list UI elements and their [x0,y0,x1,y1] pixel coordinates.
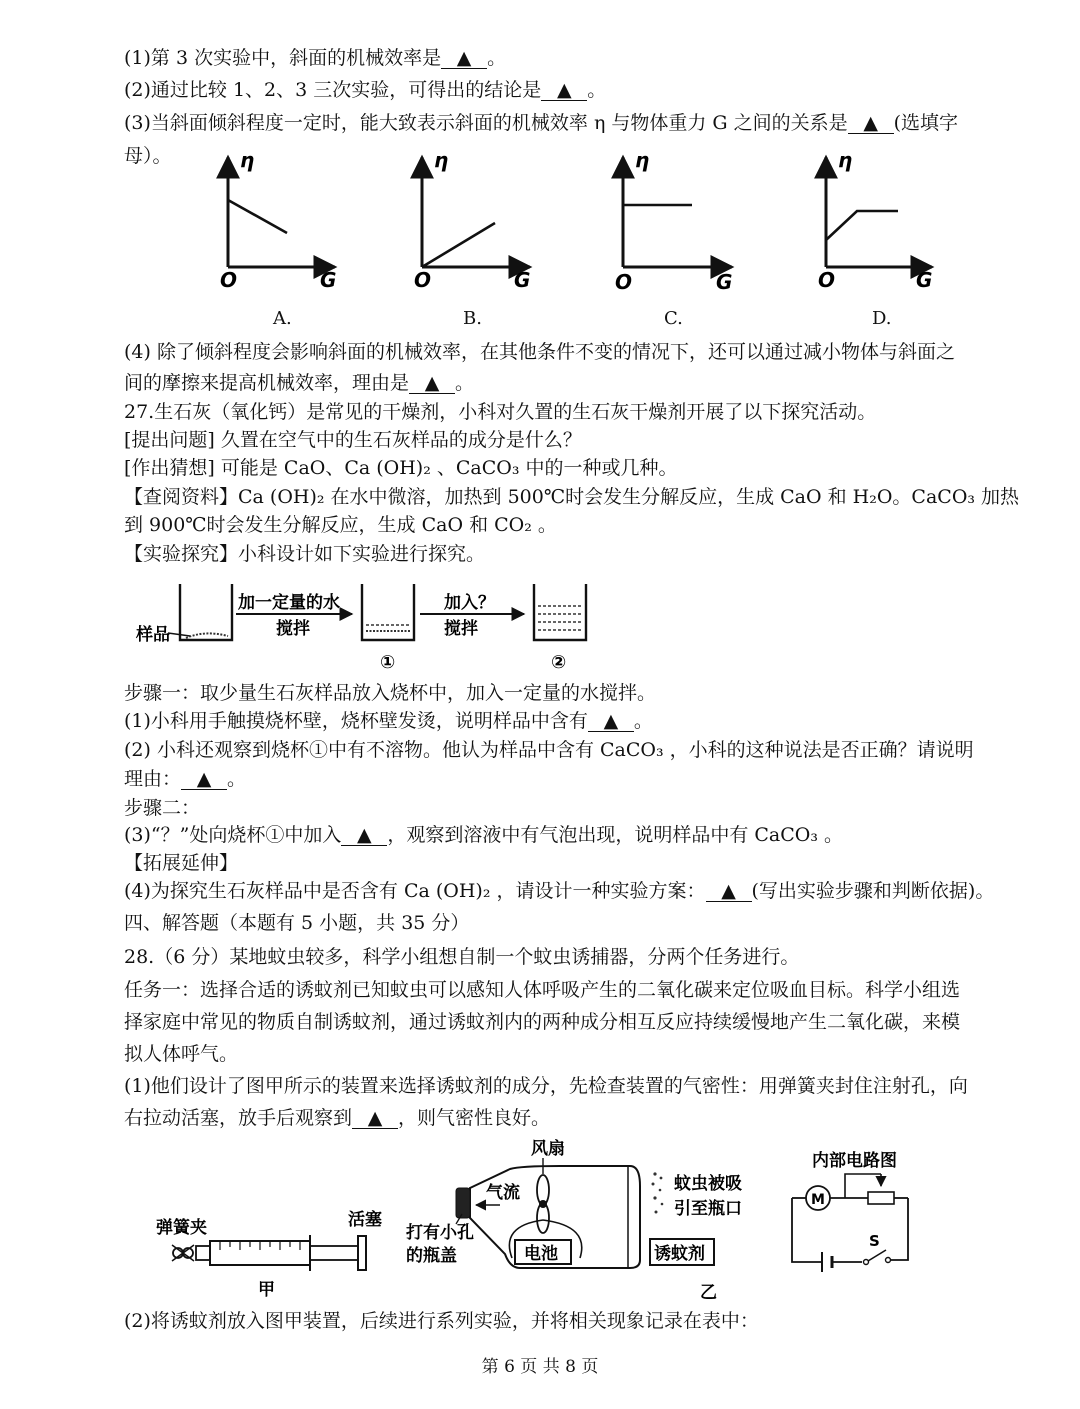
graph-c[interactable] [615,148,732,294]
graph-b-curve [422,223,495,267]
efficiency-graphs [0,145,1080,335]
q26-part2: (2)通过比较 1、2、3 三次实验，可得出的结论是 ▲ 。 [124,79,607,101]
battery-label: 电池 [524,1244,558,1264]
graph-a-x-label: G [320,268,337,292]
graph-b-origin: O [414,268,432,292]
graph-d-origin: O [818,268,836,292]
answer-blank[interactable]: ▲ [181,769,227,790]
q27-question: [提出问题] 久置在空气中的生石灰样品的成分是什么？ [124,429,582,451]
q27-extend: 【拓展延伸】 [124,852,239,874]
syringe-figure [156,1209,382,1300]
q28-figures [0,1134,1080,1310]
answer-blank[interactable]: ▲ [341,825,387,846]
q28-part1-cont: 右拉动活塞，放手后观察到 ▲ ，则气密性良好。 [124,1107,551,1129]
mosquito-label-1: 蚊虫被吸 [674,1174,742,1194]
graph-b[interactable] [414,148,530,292]
q26-part4-cont: 间的摩擦来提高机械效率，理由是 ▲ 。 [124,372,475,394]
fan-label: 风扇 [531,1139,565,1159]
switch-label: S [869,1232,880,1250]
beaker-diagram [0,578,1080,678]
sample-label: 样品 [136,625,170,645]
q27-data-1: 【查阅资料】Ca (OH)₂ 在水中微溶，加热到 500℃时会发生分解反应，生成 CaO 和 H₂O。CaCO₃ 加热 [124,486,1020,508]
section-4-heading: 四、解答题（本题有 5 小题，共 35 分） [124,912,470,934]
graph-b-y-label: η [434,148,449,172]
graph-a-y-label: η [240,148,255,172]
graph-a-origin: O [220,268,238,292]
q27-part2: (2) 小科还观察到烧杯①中有不溶物。他认为样品中含有 CaCO₃ ，小科的这种说法是否正确？请说明 [124,739,974,761]
q27-hypothesis: [作出猜想] 可能是 CaO、Ca (OH)₂ 、CaCO₃ 中的一种或几种。 [124,457,678,479]
graph-d[interactable] [818,148,932,292]
q27-step2: 步骤二： [124,797,201,819]
beaker-2 [534,584,586,640]
answer-blank[interactable]: ▲ [409,373,455,394]
answer-blank[interactable]: ▲ [706,881,752,902]
answer-blank[interactable]: ▲ [588,711,634,732]
clip-label: 弹簧夹 [156,1218,207,1238]
circuit-title: 内部电路图 [812,1151,897,1171]
graph-c-y-label: η [635,148,650,172]
q27-explore: 【实验探究】小科设计如下实验进行探究。 [124,543,486,565]
circuit-diagram [792,1150,908,1272]
arrow2-bottom-label: 搅拌 [444,619,478,639]
airflow-label: 气流 [486,1183,520,1203]
switch-icon [864,1250,891,1265]
answer-blank[interactable]: ▲ [352,1108,398,1129]
cap-label-1: 打有小孔 [406,1223,474,1243]
graph-d-curve [826,211,898,240]
answer-blank[interactable]: ▲ [441,48,487,69]
attractant-label: 诱蚊剂 [654,1244,705,1264]
graph-d-y-label: η [838,148,853,172]
graph-c-x-label: G [716,270,733,294]
graph-d-x-label: G [916,268,933,292]
beaker-1-label: ① [380,652,396,673]
q26-part4: (4) 除了倾斜程度会影响斜面的机械效率，在其他条件不变的情况下，还可以通过减小物体与斜面之 [124,341,955,363]
q27-part1: (1)小科用手触摸烧杯壁，烧杯壁发烫，说明样品中含有 ▲ 。 [124,710,653,732]
trap-figure [406,1138,742,1303]
q28-intro: 28.（6 分）某地蚊虫较多，科学小组想自制一个蚊虫诱捕器，分两个任务进行。 [124,946,800,968]
q28-part1: (1)他们设计了图甲所示的装置来选择诱蚊剂的成分，先检查装置的气密性：用弹簧夹封住注射孔，向 [124,1075,968,1097]
q28-task1-2: 择家庭中常见的物质自制诱蚊剂，通过诱蚊剂内的两种成分相互反应持续缓慢地产生二氧化碳，来模 [124,1011,961,1033]
arrow2-top-label: 加入？ [444,593,495,613]
graph-a-curve [228,200,287,233]
beaker-sample [180,584,232,640]
option-d-label[interactable]: D. [872,308,892,329]
q27-step1: 步骤一：取少量生石灰样品放入烧杯中，加入一定量的水搅拌。 [124,682,657,704]
q28-task1-1: 任务一：选择合适的诱蚊剂已知蚊虫可以感知人体呼吸产生的二氧化碳来定位吸血目标。科学小组选 [124,979,961,1001]
q27-part3: (3)“？”处向烧杯①中加入 ▲ ，观察到溶液中有气泡出现，说明样品中有 CaCO₃ 。 [124,824,844,846]
graph-a[interactable] [220,148,336,292]
q27-intro: 27.生石灰（氧化钙）是常见的干燥剂，小科对久置的生石灰干燥剂开展了以下探究活动。 [124,401,877,423]
cap-label-2: 的瓶盖 [406,1246,457,1266]
beaker-2-label: ② [551,652,567,673]
fan-icon [537,1175,549,1233]
q26-part3-cont: 母）。 [124,145,172,167]
graph-b-x-label: G [514,268,531,292]
q28-part2: (2)将诱蚊剂放入图甲装置，后续进行系列实验，并将相关现象记录在表中： [124,1310,759,1332]
q27-part2-cont: 理由： ▲ 。 [124,768,247,790]
piston-label: 活塞 [348,1210,382,1230]
beaker-1 [362,584,414,640]
graph-c-origin: O [615,270,633,294]
figure-yi-caption: 乙 [700,1283,717,1303]
q28-task1-3: 拟人体呼气。 [124,1043,239,1065]
option-c-label[interactable]: C. [664,308,683,329]
arrow1-top-label: 加一定量的水 [238,593,340,613]
option-a-label[interactable]: A. [273,308,292,329]
page-footer: 第 6 页 共 8 页 [481,1357,599,1377]
q27-part4: (4)为探究生石灰样品中是否含有 Ca (OH)₂ ，请设计一种实验方案： ▲ (写出实验步骤和判断依据)。 [124,880,995,902]
answer-blank[interactable]: ▲ [541,80,587,101]
q26-part3: (3)当斜面倾斜程度一定时，能大致表示斜面的机械效率 η 与物体重力 G 之间的关系是 ▲ (选填字 [124,112,959,134]
q26-part1: (1)第 3 次实验中，斜面的机械效率是 ▲ 。 [124,47,507,69]
q27-data-2: 到 900℃时会发生分解反应，生成 CaO 和 CO₂ 。 [124,514,557,536]
spring-clip-icon [172,1245,194,1261]
figure-jia-caption: 甲 [258,1280,275,1300]
motor-label: M [811,1192,825,1208]
option-b-label[interactable]: B. [463,308,482,329]
answer-blank[interactable]: ▲ [848,113,894,134]
mosquito-label-2: 引至瓶口 [674,1199,742,1219]
arrow1-bottom-label: 搅拌 [276,619,310,639]
mosquito-icon [652,1172,664,1213]
